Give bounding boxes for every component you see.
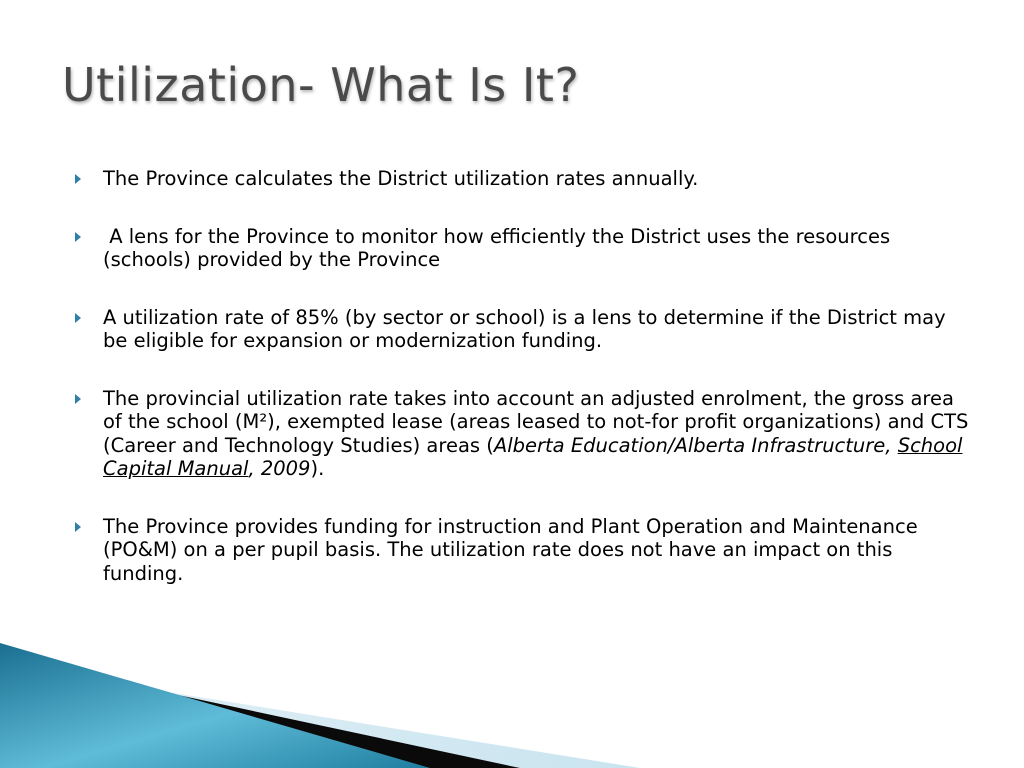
bullet-text-end: ). xyxy=(310,457,325,480)
triangle-right-icon xyxy=(75,522,81,532)
triangle-right-icon xyxy=(75,174,81,184)
teal-wedge xyxy=(0,643,430,768)
bullet-item xyxy=(70,306,970,353)
slide-title: Utilization- What Is It? xyxy=(62,58,580,112)
bullet-item xyxy=(70,167,970,191)
bullet-text: The Province provides funding for instruction and Plant Operation and Maintenance (PO&M) on a per pupil basis. The utilization rate does not have an impact on this funding. xyxy=(103,514,918,585)
citation-title: School Capital Manual xyxy=(103,433,963,480)
citation-year: , 2009 xyxy=(248,457,311,480)
bullet-item xyxy=(70,387,970,481)
corner-decoration xyxy=(0,643,1024,768)
bullet-text: A utilization rate of 85% (by sector or school) is a lens to determine if the District may be eligible for expansion or modernization funding. xyxy=(103,305,946,352)
bullet-list xyxy=(70,167,970,619)
bullet-item xyxy=(70,225,970,272)
bullet-text: The Province calculates the District utilization rates annually. xyxy=(103,167,699,190)
bullet-item xyxy=(70,515,970,586)
triangle-right-icon xyxy=(75,394,81,404)
triangle-right-icon xyxy=(75,232,81,242)
bullet-text: A lens for the Province to monitor how efficiently the District uses the resources (schools) provided by the Province xyxy=(103,224,897,271)
bullet-text: The provincial utilization rate takes into account an adjusted enrolment, the gross area of the school (M²), exempted lease (areas leased to not-for profit organizations) and CTS (Career and Technology Studies) areas ( xyxy=(103,386,969,457)
triangle-right-icon xyxy=(75,313,81,323)
citation-publisher: Alberta Education/Alberta Infrastructure, xyxy=(493,433,898,457)
